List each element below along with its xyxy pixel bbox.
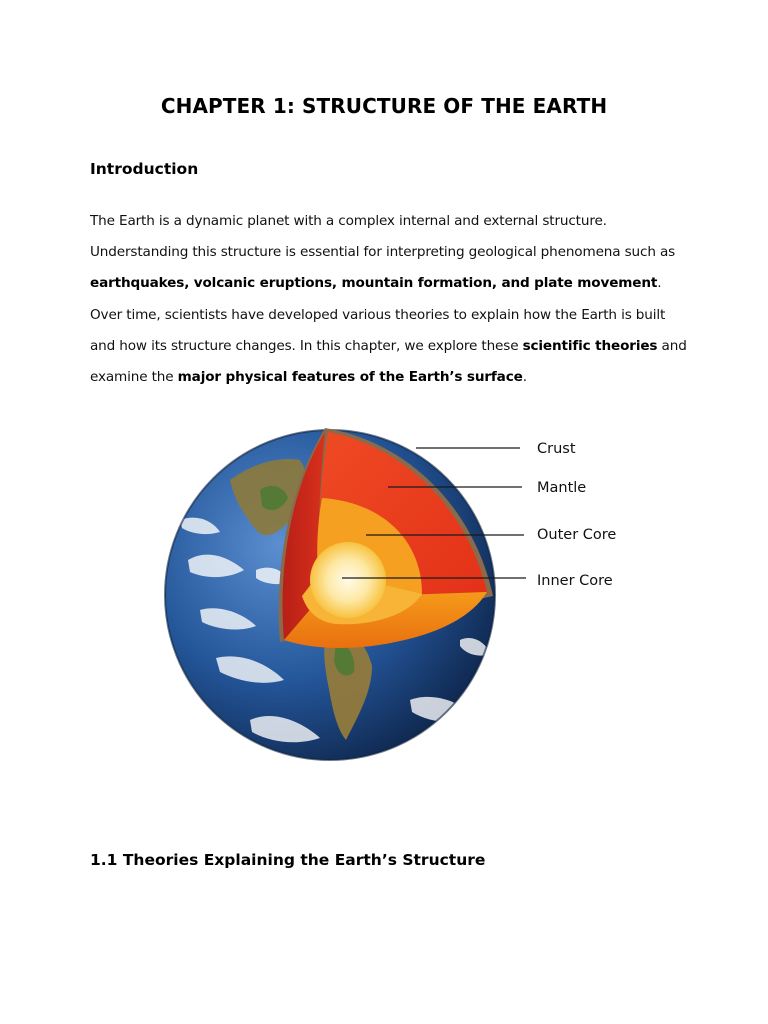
earth-structure-figure: [160, 420, 630, 770]
intro-text-segment: . Over time, scientists have developed various theories to explain how the Earth is built and how its structure changes. In this chapter, we explore these: [90, 275, 666, 354]
introduction-heading: Introduction: [90, 160, 199, 178]
intro-text-segment: and examine the: [90, 337, 687, 386]
intro-text-segment: The Earth is a dynamic planet with a complex internal and external structure. Understanding this structure is essential for interpreting geological phenomena such as: [90, 213, 676, 261]
chapter-title: CHAPTER 1: STRUCTURE OF THE EARTH: [160, 94, 608, 118]
intro-text-segment: .: [522, 369, 527, 386]
section-1-1-heading: 1.1 Theories Explaining the Earth’s Structure: [90, 851, 486, 869]
earth-cutaway-illustration: [160, 420, 630, 770]
intro-bold-segment: earthquakes, volcanic eruptions, mountain formation, and plate movement: [90, 275, 658, 292]
inner-core-layer: [310, 542, 386, 618]
crust-label: Crust: [537, 441, 576, 457]
inner-core-label: Inner Core: [537, 573, 613, 589]
outer-core-label: Outer Core: [537, 527, 617, 543]
intro-bold-segment: scientific theories: [522, 337, 658, 354]
introduction-paragraph: [90, 206, 690, 393]
mantle-label: Mantle: [537, 480, 587, 496]
cutaway-wedge: [279, 428, 493, 648]
intro-bold-segment: major physical features of the Earth’s surface: [177, 369, 523, 386]
